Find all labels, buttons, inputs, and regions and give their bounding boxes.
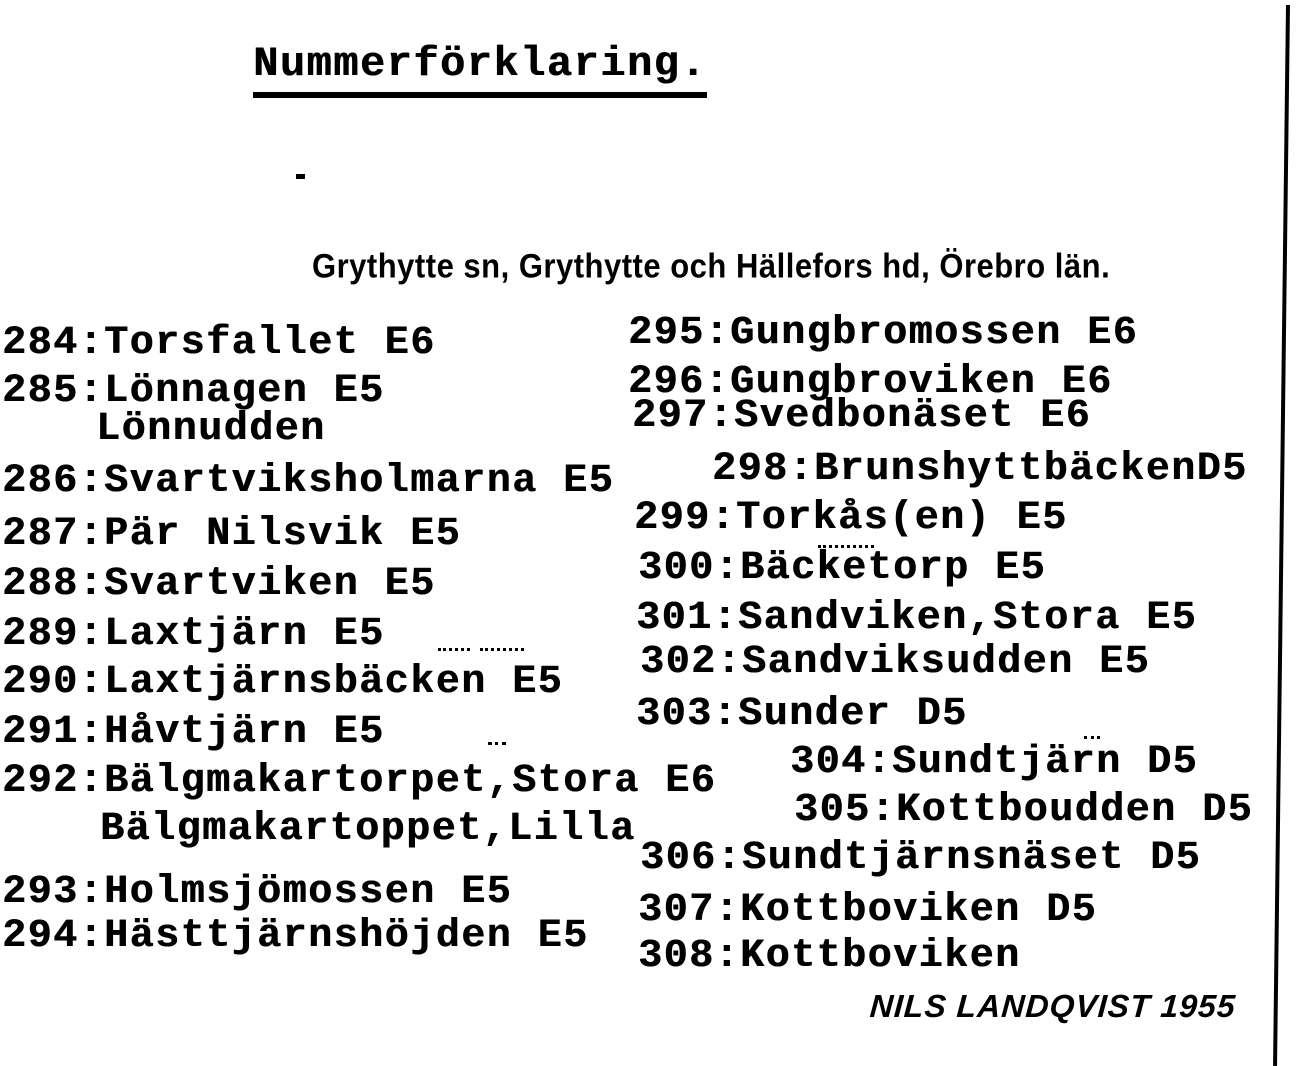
scan-artifact	[438, 648, 470, 651]
list-item: 287:Pär Nilsvik E5	[2, 512, 462, 557]
list-item: 295:Gungbromossen E6	[628, 311, 1139, 356]
scan-artifact	[818, 545, 874, 548]
list-item: 302:Sandviksudden E5	[640, 640, 1151, 685]
list-item: 303:Sunder D5	[636, 692, 968, 737]
list-item: 284:Torsfallet E6	[2, 321, 436, 366]
list-item: 296:Gungbroviken E6	[628, 360, 1113, 405]
list-item-continuation: Lönnudden	[96, 407, 326, 452]
page-edge-line	[1273, 5, 1290, 1066]
scan-artifact	[1084, 736, 1100, 739]
list-item: 293:Holmsjömossen E5	[2, 870, 513, 915]
list-item: 288:Svartviken E5	[2, 562, 436, 607]
page-title: Nummerförklaring.	[253, 40, 707, 98]
list-item: 305:Kottboudden D5	[794, 788, 1254, 833]
list-item: 289:Laxtjärn E5	[2, 612, 385, 657]
list-item: 306:Sundtjärnsnäset D5	[640, 836, 1202, 881]
list-item: 292:Bälgmakartorpet,Stora E6	[2, 759, 717, 804]
list-item: 300:Bäcketorp E5	[638, 546, 1047, 591]
signature: NILS LANDQVIST 1955	[868, 988, 1238, 1024]
list-item: 290:Laxtjärnsbäcken E5	[2, 660, 564, 705]
scan-speck	[296, 174, 305, 179]
list-item: 299:Torkås(en) E5	[634, 496, 1068, 541]
list-item: 307:Kottboviken D5	[638, 888, 1098, 933]
list-item: 285:Lönnagen E5	[2, 369, 385, 414]
scan-artifact	[480, 648, 524, 651]
list-item: 308:Kottboviken	[638, 934, 1021, 979]
subtitle: Grythytte sn, Grythytte och Hällefors hd, Örebro län.	[312, 246, 1111, 286]
scan-artifact	[488, 742, 506, 745]
list-item: 297:Svedbonäset E6	[632, 394, 1092, 439]
list-item: 304:Sundtjärn D5	[790, 740, 1199, 785]
list-item: 301:Sandviken,Stora E5	[636, 596, 1198, 641]
list-item: 291:Håvtjärn E5	[2, 710, 385, 755]
list-item-continuation: Bälgmakartoppet,Lilla	[100, 807, 636, 852]
list-item: 298:BrunshyttbäckenD5	[712, 447, 1248, 492]
list-item: 294:Hästtjärnshöjden E5	[2, 914, 589, 959]
list-item: 286:Svartviksholmarna E5	[2, 459, 615, 504]
